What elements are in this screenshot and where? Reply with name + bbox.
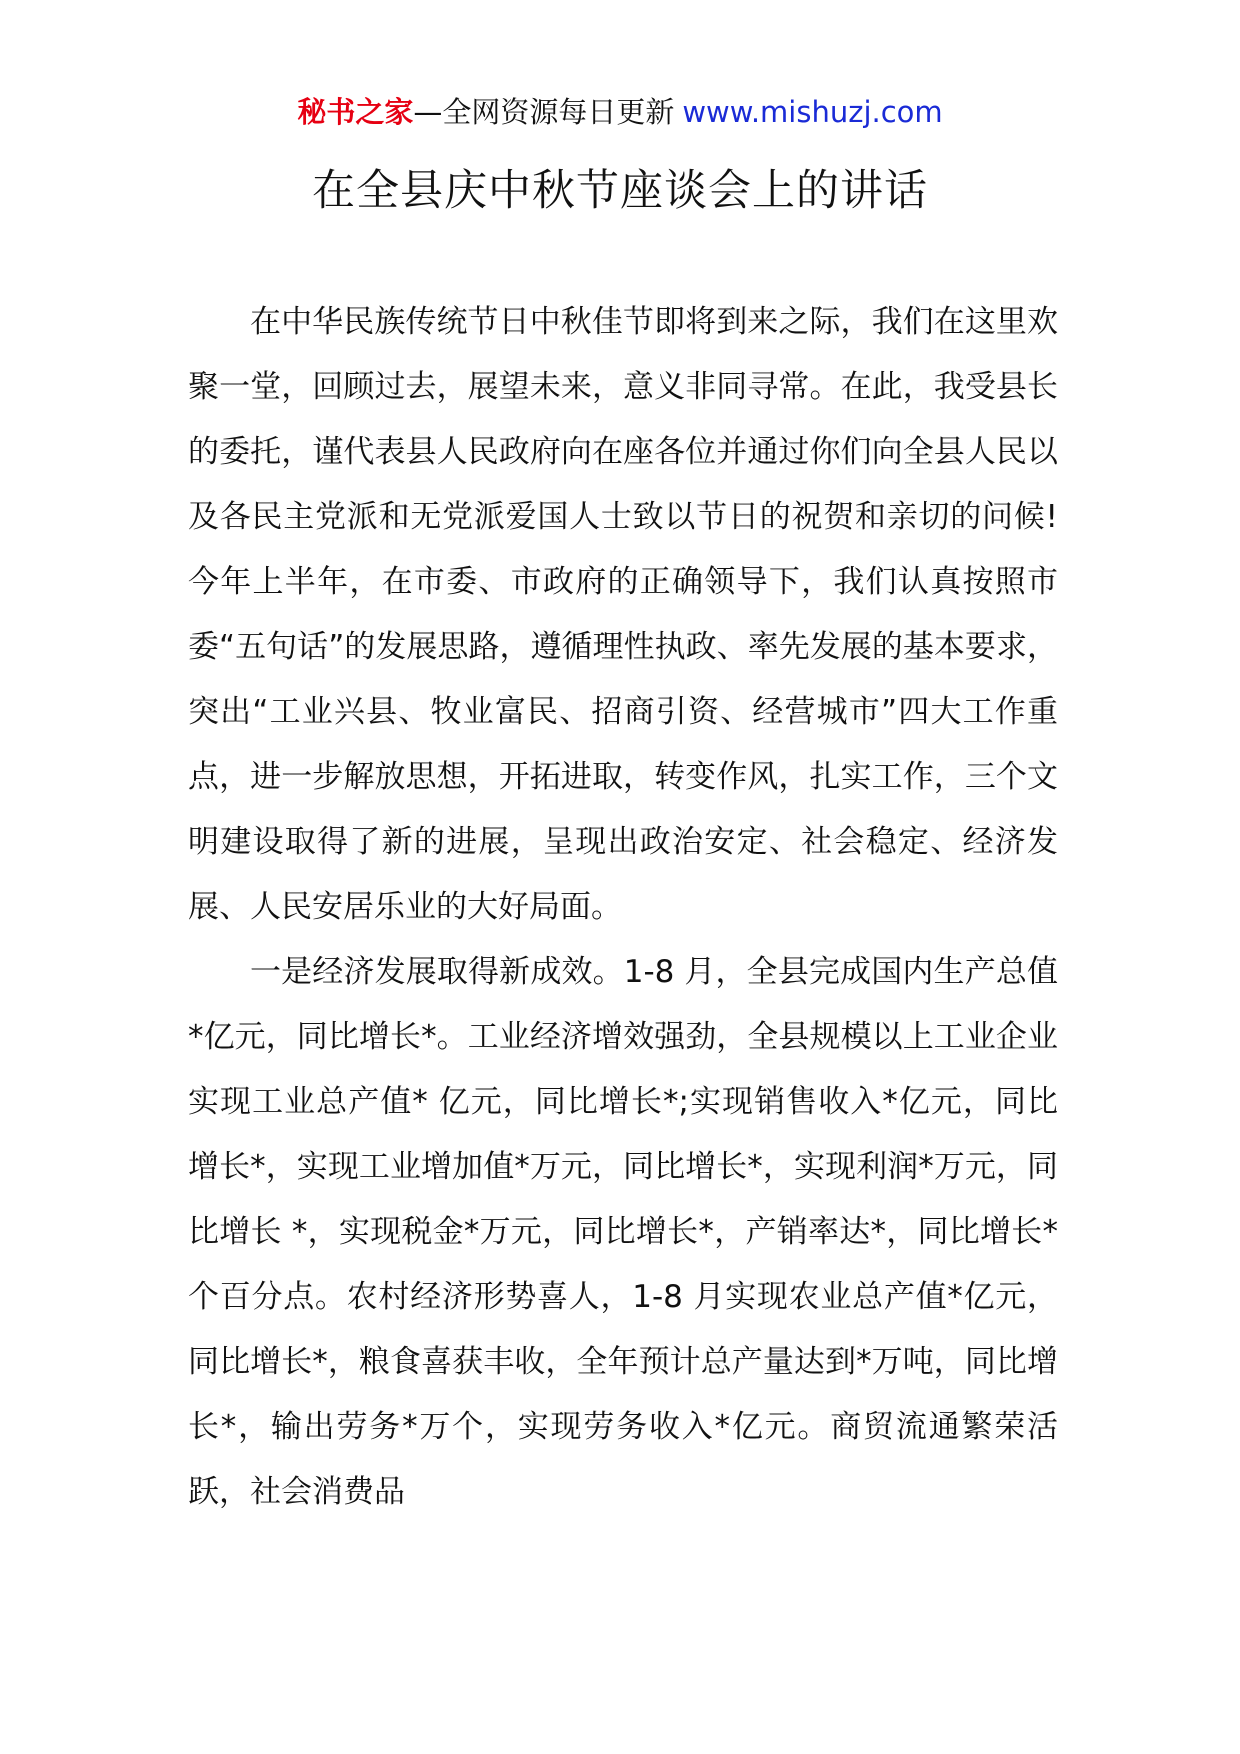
document-body: [188, 290, 1058, 1525]
brand-name: 秘书之家: [297, 95, 414, 129]
document-title: 在全县庆中秋节座谈会上的讲话: [312, 166, 928, 216]
site-url-link[interactable]: www.mishuzj.com: [682, 95, 943, 129]
paragraph-intro: 在中华民族传统节日中秋佳节即将到来之际，我们在这里欢聚一堂，回顾过去，展望未来，意义非同寻常。在此，我受县长的委托，谨代表县人民政府向在座各位并通过你们向全县人民以及各民主党派和无党派爱国人士致以节日的祝贺和亲切的问候!今年上半年，在市委、市政府的正确领导下，我们认真按照市委“五句话”的发展思路，遵循理性执政、率先发展的基本要求，突出“工业兴县、牧业富民、招商引资、经营城市”四大工作重点，进一步解放思想，开拓进取，转变作风，扎实工作，三个文明建设取得了新的进展，呈现出政治安定、社会稳定、经济发展、人民安居乐业的大好局面。: [188, 304, 1058, 925]
site-slogan: —全网资源每日更新: [413, 95, 675, 129]
site-header: [0, 92, 1240, 132]
paragraph-economy: 一是经济发展取得新成效。1-8 月，全县完成国内生产总值*亿元，同比增长*。工业经济增效强劲，全县规模以上工业企业实现工业总产值* 亿元，同比增长*;实现销售收入*亿元，同比增长*，实现工业增加值*万元，同比增长*，实现利润*万元，同比增长 *，实现税金*万元，同比增长*，产销率达*，同比增长*个百分点。农村经济形势喜人，1-8 月实现农业总产值*亿元，同比增长*，粮食喜获丰收，全年预计总产量达到*万吨，同比增长*，输出劳务*万个，实现劳务收入*亿元。商贸流通繁荣活跃，社会消费品: [188, 954, 1058, 1510]
